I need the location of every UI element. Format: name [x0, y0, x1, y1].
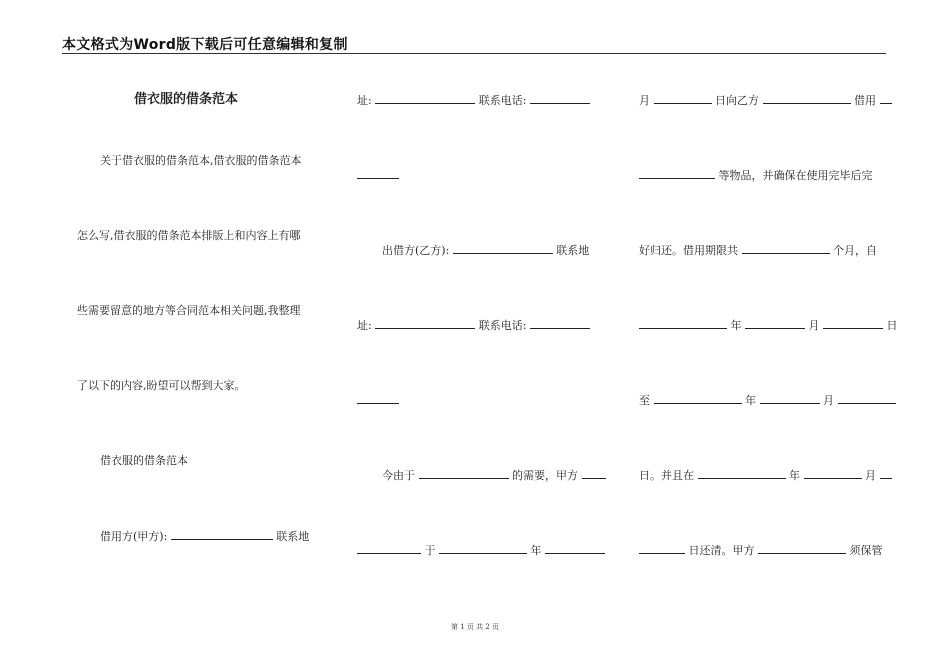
- period-text: 个月，自: [833, 244, 877, 257]
- blank-line: [357, 168, 399, 183]
- blank-field: [880, 93, 892, 104]
- date-text: 月: [808, 319, 820, 332]
- blank-field: [639, 168, 715, 179]
- period-text: 好归还。借用期限共: [639, 244, 738, 257]
- phone-label: 联系电话:: [478, 94, 527, 107]
- date-line: [639, 468, 892, 483]
- date-line: [357, 543, 605, 558]
- header-rule: [62, 53, 886, 54]
- date-line: [639, 393, 896, 408]
- blank-field: [545, 543, 605, 554]
- date-text: 年: [730, 319, 742, 332]
- paragraph-line: 怎么写,借衣服的借条范本排版上和内容上有哪: [77, 229, 301, 242]
- blank-field: [763, 93, 851, 104]
- borrower-line: [100, 529, 309, 544]
- date-line: [639, 93, 892, 108]
- address-label: 址:: [357, 94, 372, 107]
- date-text: 至: [639, 394, 650, 407]
- date-text: 年: [530, 544, 542, 557]
- lender-label: 出借方(乙方):: [382, 244, 450, 257]
- blank-field: [357, 393, 399, 404]
- blank-field: [758, 543, 846, 554]
- date-text: 日。并且在: [639, 469, 694, 482]
- contact-line: [357, 93, 590, 108]
- page-header-title: 本文格式为Word版下载后可任意编辑和复制: [62, 37, 348, 53]
- date-line: [639, 318, 898, 333]
- blank-field: [698, 468, 786, 479]
- custody-text: 日还清。甲方: [688, 544, 755, 557]
- date-text: 月: [865, 469, 876, 482]
- date-text: 年: [745, 394, 756, 407]
- address-label: 址:: [357, 319, 372, 332]
- paragraph-line: 关于借衣服的借条范本,借衣服的借条范本: [100, 154, 302, 167]
- blank-field: [530, 318, 590, 329]
- blank-field: [654, 393, 742, 404]
- custody-line: [639, 543, 883, 558]
- custody-text: 须保管: [849, 544, 883, 557]
- paragraph-line: 了以下的内容,盼望可以帮到大家。: [77, 379, 246, 392]
- contact-line: [357, 318, 590, 333]
- borrower-label: 借用方(甲方):: [100, 530, 168, 543]
- date-text: 月: [639, 94, 650, 107]
- date-text: 月: [823, 394, 834, 407]
- phone-label: 联系电话:: [478, 319, 527, 332]
- blank-field: [439, 543, 527, 554]
- date-text: 借用: [854, 94, 876, 107]
- blank-field: [375, 318, 475, 329]
- reason-text: 的需要，甲方: [512, 469, 578, 482]
- blank-field: [375, 93, 475, 104]
- document-title: 借衣服的借条范本: [134, 92, 239, 107]
- reason-line: [382, 468, 606, 483]
- date-text: 于: [424, 544, 436, 557]
- blank-field: [745, 318, 805, 329]
- page-number: 第 1 页 共 2 页: [450, 623, 500, 631]
- blank-field: [453, 243, 553, 254]
- blank-field: [639, 543, 685, 554]
- blank-field: [357, 168, 399, 179]
- item-line: [639, 168, 873, 183]
- reason-text: 今由于: [382, 469, 415, 482]
- period-line: [639, 243, 877, 258]
- lender-line: [382, 243, 589, 258]
- blank-field: [582, 468, 606, 479]
- date-text: 日: [886, 319, 898, 332]
- blank-field: [880, 468, 892, 479]
- blank-field: [823, 318, 883, 329]
- paragraph-line: 些需要留意的地方等合同范本相关问题,我整理: [77, 304, 301, 317]
- blank-line: [357, 393, 399, 408]
- blank-field: [171, 529, 273, 540]
- date-text: 日向乙方: [715, 94, 759, 107]
- blank-field: [838, 393, 896, 404]
- item-text: 等物品，并确保在使用完毕后完: [718, 169, 873, 182]
- blank-field: [654, 93, 712, 104]
- section-heading: 借衣服的借条范本: [100, 454, 188, 467]
- blank-field: [357, 543, 421, 554]
- blank-field: [530, 93, 590, 104]
- blank-field: [639, 318, 727, 329]
- address-label: 联系地: [556, 244, 590, 257]
- address-label: 联系地: [276, 530, 310, 543]
- blank-field: [742, 243, 830, 254]
- blank-field: [419, 468, 509, 479]
- date-text: 年: [789, 469, 800, 482]
- blank-field: [760, 393, 820, 404]
- blank-field: [804, 468, 862, 479]
